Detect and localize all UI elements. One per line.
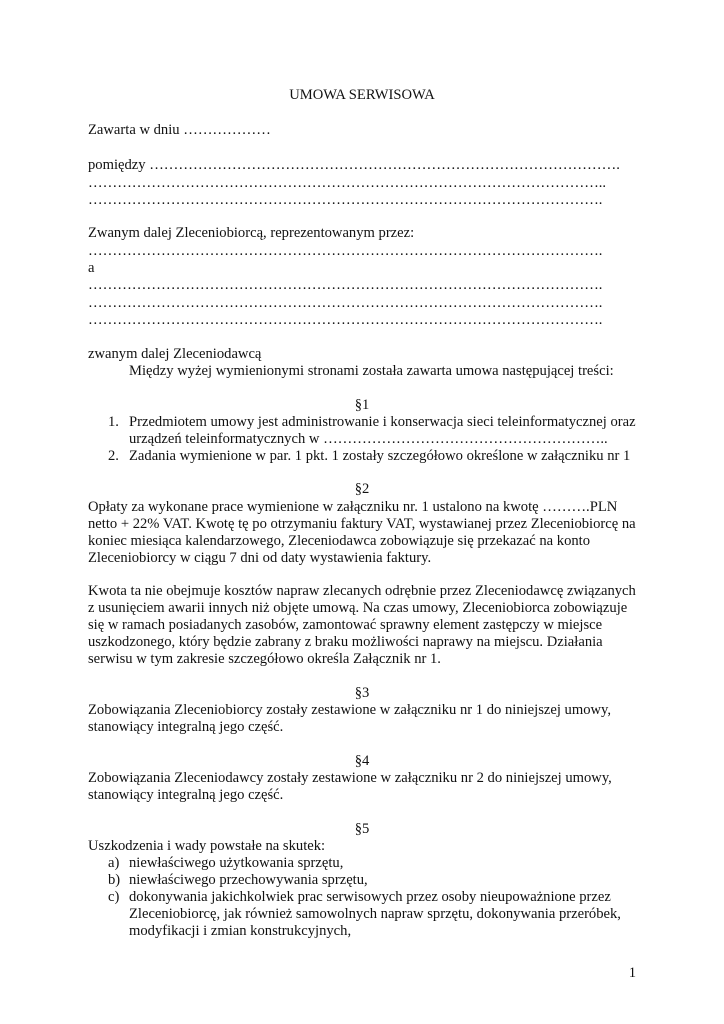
section-heading: §5 bbox=[354, 821, 370, 837]
list-item-text: niewłaściwego użytkowania sprzętu, bbox=[129, 855, 344, 871]
and-word: a bbox=[88, 260, 95, 276]
paragraph-line: Zleceniobiorcy w ciągu 7 dni od daty wystawienia faktury. bbox=[88, 550, 432, 566]
dotted-line: …………………………………………………………………………………………….. bbox=[88, 175, 607, 191]
section-heading: §3 bbox=[354, 685, 370, 701]
paragraph-line: stanowiący integralną jego część. bbox=[88, 787, 284, 803]
paragraph-line: netto + 22% VAT. Kwotę tę po otrzymaniu faktury VAT, wystawianej przez Zleceniobiorcę na bbox=[88, 516, 636, 532]
dotted-line: ……………………………………………………………………………………………. bbox=[88, 312, 603, 328]
date-line: Zawarta w dniu ……………… bbox=[88, 122, 271, 138]
paragraph-line: z usunięciem awarii innych niż objęte umową. Na czas umowy, Zleceniobiorca zobowiązuje bbox=[88, 600, 628, 616]
section-heading: §4 bbox=[354, 753, 370, 769]
dotted-line: ……………………………………………………………………………………………. bbox=[88, 277, 603, 293]
paragraph-line: Uszkodzenia i wady powstałe na skutek: bbox=[88, 838, 326, 854]
page-number: 1 bbox=[628, 965, 636, 981]
list-number: 1. bbox=[108, 414, 119, 430]
section-heading: §2 bbox=[354, 481, 370, 497]
list-item-text: Zadania wymienione w par. 1 pkt. 1 zostały szczegółowo określone w załączniku nr 1 bbox=[129, 448, 631, 464]
between-line: pomiędzy ……………………………………………………………………………………. bbox=[88, 157, 620, 173]
list-letter: c) bbox=[108, 889, 120, 905]
intro-line: Między wyżej wymienionymi stronami została zawarta umowa następującej treści: bbox=[129, 363, 614, 379]
document-title: UMOWA SERWISOWA bbox=[289, 87, 435, 103]
client-line: zwanym dalej Zleceniodawcą bbox=[88, 346, 262, 362]
paragraph-line: Kwota ta nie obejmuje kosztów napraw zlecanych odrębnie przez Zleceniodawcę związanych bbox=[88, 583, 636, 599]
list-item-text: dokonywania jakichkolwiek prac serwisowych przez osoby nieupoważnione przez bbox=[129, 889, 611, 905]
list-item-text: niewłaściwego przechowywania sprzętu, bbox=[129, 872, 368, 888]
dotted-line: ……………………………………………………………………………………………. bbox=[88, 243, 603, 259]
list-item-text: modyfikacji i zmian konstrukcyjnych, bbox=[129, 923, 352, 939]
paragraph-line: Zobowiązania Zleceniodawcy zostały zestawione w załączniku nr 2 do niniejszej umowy, bbox=[88, 770, 612, 786]
paragraph-line: Zobowiązania Zleceniobiorcy zostały zestawione w załączniku nr 1 do niniejszej umowy, bbox=[88, 702, 612, 718]
dotted-line: ……………………………………………………………………………………………. bbox=[88, 192, 603, 208]
list-item-text: Zleceniobiorcę, jak również samowolnych napraw sprzętu, dokonywania przeróbek, bbox=[129, 906, 621, 922]
paragraph-line: serwisu w tym zakresie szczegółowo określa Załącznik nr 1. bbox=[88, 651, 441, 667]
section-heading: §1 bbox=[354, 397, 370, 413]
list-item-text: urządzeń teleinformatycznych w ………………………………………………….. bbox=[129, 431, 608, 447]
list-letter: b) bbox=[108, 872, 121, 888]
paragraph-line: Opłaty za wykonane prace wymienione w załączniku nr. 1 ustalono na kwotę ……….PLN bbox=[88, 499, 618, 515]
list-number: 2. bbox=[108, 448, 119, 464]
paragraph-line: koniec miesiąca kalendarzowego, Zleceniodawca zobowiązuje się przekazać na konto bbox=[88, 533, 591, 549]
list-item-text: Przedmiotem umowy jest administrowanie i konserwacja sieci teleinformatycznej oraz bbox=[129, 414, 636, 430]
paragraph-line: się w ramach posiadanych zasobów, zamontować sprawny element zastępczy w miejsce bbox=[88, 617, 603, 633]
paragraph-line: stanowiący integralną jego część. bbox=[88, 719, 284, 735]
paragraph-line: uszkodzonego, który będzie zabrany z braku możliwości naprawy na miejscu. Działania bbox=[88, 634, 603, 650]
list-letter: a) bbox=[108, 855, 120, 871]
dotted-line: ……………………………………………………………………………………………. bbox=[88, 295, 603, 311]
contractor-line: Zwanym dalej Zleceniobiorcą, reprezentowanym przez: bbox=[88, 225, 415, 241]
